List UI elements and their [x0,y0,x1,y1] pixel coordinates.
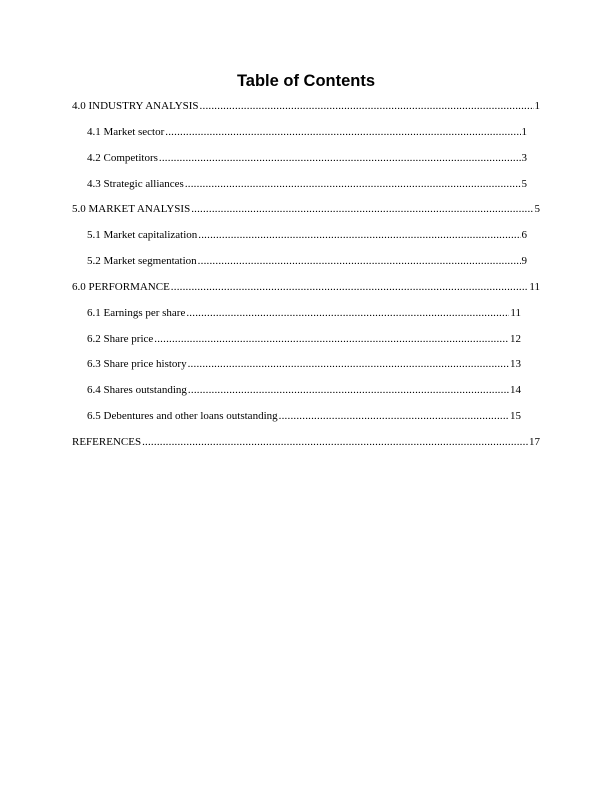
toc-entry-market-analysis[interactable] [72,202,540,216]
dot-leader [188,383,509,397]
toc-entry-references[interactable] [72,435,540,449]
dot-leader [188,357,509,371]
toc-entry-label: 4.1 Market sector [87,126,165,138]
toc-entry-page-number: 11 [510,307,521,319]
toc-entry-share-price[interactable] [87,332,521,346]
toc-entry-page-number: 17 [529,436,540,448]
toc-entry-label: 6.0 PERFORMANCE [72,281,170,293]
toc-entry-page-number: 13 [510,358,521,370]
toc-entry-industry-analysis[interactable] [72,99,540,113]
toc-entry-label: 6.5 Debentures and other loans outstanding [87,410,278,422]
toc-entry-label: 5.2 Market segmentation [87,255,197,267]
dot-leader [186,306,509,320]
toc-entry-page-number: 6 [521,229,527,241]
toc-entry-earnings-per-share[interactable] [87,306,521,320]
dot-leader [185,177,521,191]
toc-entry-market-sector[interactable] [87,125,527,139]
dot-leader [154,332,509,346]
toc-entry-page-number: 11 [529,281,540,293]
toc-entry-page-number: 9 [521,255,527,267]
toc-entry-page-number: 1 [521,126,527,138]
dot-leader [191,202,533,216]
page-title: Table of Contents [236,72,376,90]
toc-entry-label: 6.2 Share price [87,333,154,345]
toc-entry-page-number: 5 [521,178,527,190]
toc-entry-label: REFERENCES [72,436,142,448]
toc-entry-label: 5.1 Market capitalization [87,229,198,241]
toc-entry-label: 6.4 Shares outstanding [87,384,187,396]
toc-entry-performance[interactable] [72,280,540,294]
dot-leader [198,228,520,242]
toc-entry-label: 5.0 MARKET ANALYSIS [72,203,191,215]
dot-leader [200,99,534,113]
toc-entry-label: 4.2 Competitors [87,152,158,164]
toc-entry-competitors[interactable] [87,151,527,165]
dot-leader [165,125,520,139]
toc-entry-debentures-and-loans[interactable] [87,409,521,423]
toc-entry-market-segmentation[interactable] [87,254,527,268]
dot-leader [198,254,521,268]
toc-entry-page-number: 15 [510,410,521,422]
toc-entry-page-number: 1 [534,100,540,112]
toc-entry-shares-outstanding[interactable] [87,383,521,397]
dot-leader [171,280,529,294]
toc-entry-market-capitalization[interactable] [87,228,527,242]
toc-entry-page-number: 3 [521,152,527,164]
toc-entry-page-number: 12 [510,333,521,345]
dot-leader [279,409,509,423]
toc-entry-strategic-alliances[interactable] [87,177,527,191]
toc-entry-label: 6.1 Earnings per share [87,307,186,319]
toc-entry-page-number: 14 [510,384,521,396]
dot-leader [142,435,528,449]
toc-entry-page-number: 5 [534,203,540,215]
toc-entry-label: 6.3 Share price history [87,358,187,370]
toc-entry-share-price-history[interactable] [87,357,521,371]
dot-leader [159,151,521,165]
toc-entry-label: 4.3 Strategic alliances [87,178,184,190]
toc-entry-label: 4.0 INDUSTRY ANALYSIS [72,100,199,112]
